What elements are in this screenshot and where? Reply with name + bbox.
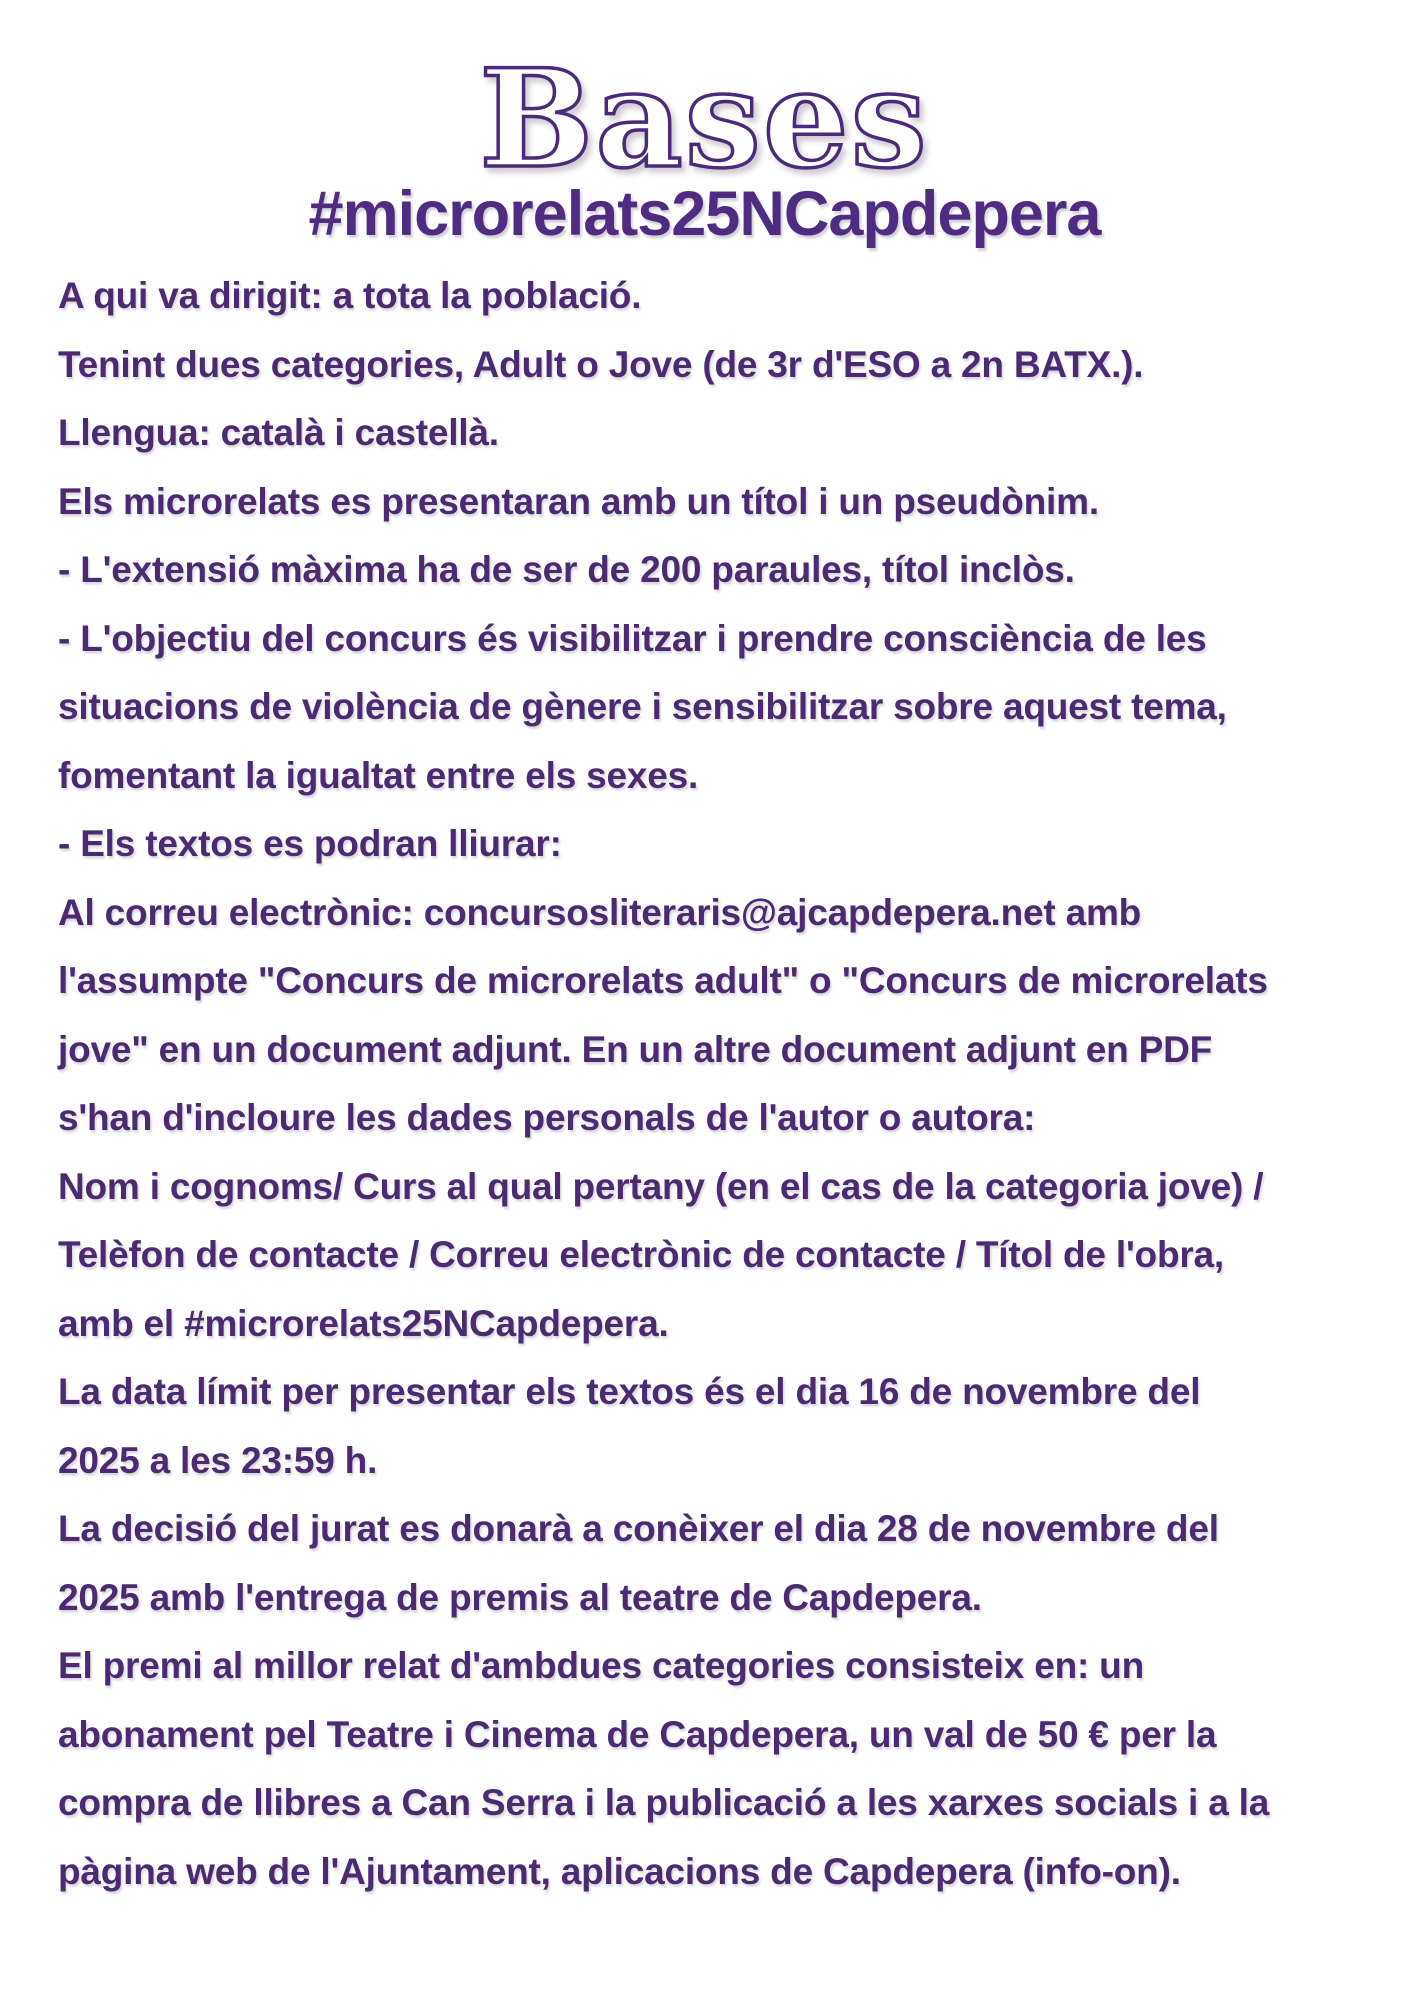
- poster-title-block: [0, 30, 1409, 180]
- body-line: pàgina web de l'Ajuntament, aplicacions de Capdepera (info-on).: [58, 1850, 1181, 1892]
- body-line: La data límit per presentar els textos és el dia 16 de novembre del: [58, 1371, 1201, 1412]
- body-line: - Els textos es podran lliurar:: [58, 823, 562, 864]
- body-line: jove" en un document adjunt. En un altre document adjunt en PDF: [58, 1028, 1213, 1070]
- body-line: situacions de violència de gènere i sensibilitzar sobre aquest tema,: [58, 686, 1227, 727]
- poster-hashtag: #microrelats25NCapdepera: [308, 179, 1101, 249]
- body-line: 2025 a les 23:59 h.: [58, 1439, 378, 1481]
- body-line: s'han d'incloure les dades personals de l'autor o autora:: [58, 1097, 1036, 1138]
- body-line: Al correu electrònic: concursosliteraris@ajcapdepera.net amb: [58, 891, 1142, 933]
- body-line: 2025 amb l'entrega de premis al teatre de Capdepera.: [58, 1576, 982, 1618]
- body-line: Telèfon de contacte / Correu electrònic de contacte / Títol de l'obra,: [58, 1234, 1225, 1275]
- poster-title-graphic: [0, 30, 1409, 180]
- body-line: Nom i cognoms/ Curs al qual pertany (en el cas de la categoria jove) /: [58, 1165, 1264, 1207]
- body-line: - L'objectiu del concurs és visibilitzar i prendre consciència de les: [58, 617, 1207, 659]
- body-line: - L'extensió màxima ha de ser de 200 paraules, títol inclòs.: [58, 549, 1075, 590]
- body-line: Tenint dues categories, Adult o Jove (de 3r d'ESO a 2n BATX.).: [58, 343, 1144, 385]
- body-line: abonament pel Teatre i Cinema de Capdepera, un val de 50 € per la: [58, 1713, 1217, 1755]
- poster-title: Bases: [479, 39, 929, 180]
- body-line: amb el #microrelats25NCapdepera.: [58, 1302, 669, 1344]
- body-line: compra de llibres a Can Serra i la publicació a les xarxes socials i a la: [58, 1782, 1270, 1823]
- body-line: l'assumpte "Concurs de microrelats adult" o "Concurs de microrelats: [58, 960, 1268, 1001]
- body-line: Llengua: català i castellà.: [58, 412, 499, 453]
- body-line: fomentant la igualtat entre els sexes.: [58, 754, 699, 796]
- poster-body: [58, 262, 1370, 1906]
- body-line: A qui va dirigit: a tota la població.: [58, 275, 642, 316]
- body-line: La decisió del jurat es donarà a conèixer el dia 28 de novembre del: [58, 1508, 1219, 1549]
- body-line: Els microrelats es presentaran amb un títol i un pseudònim.: [58, 480, 1099, 522]
- body-line: El premi al millor relat d'ambdues categories consisteix en: un: [58, 1645, 1144, 1686]
